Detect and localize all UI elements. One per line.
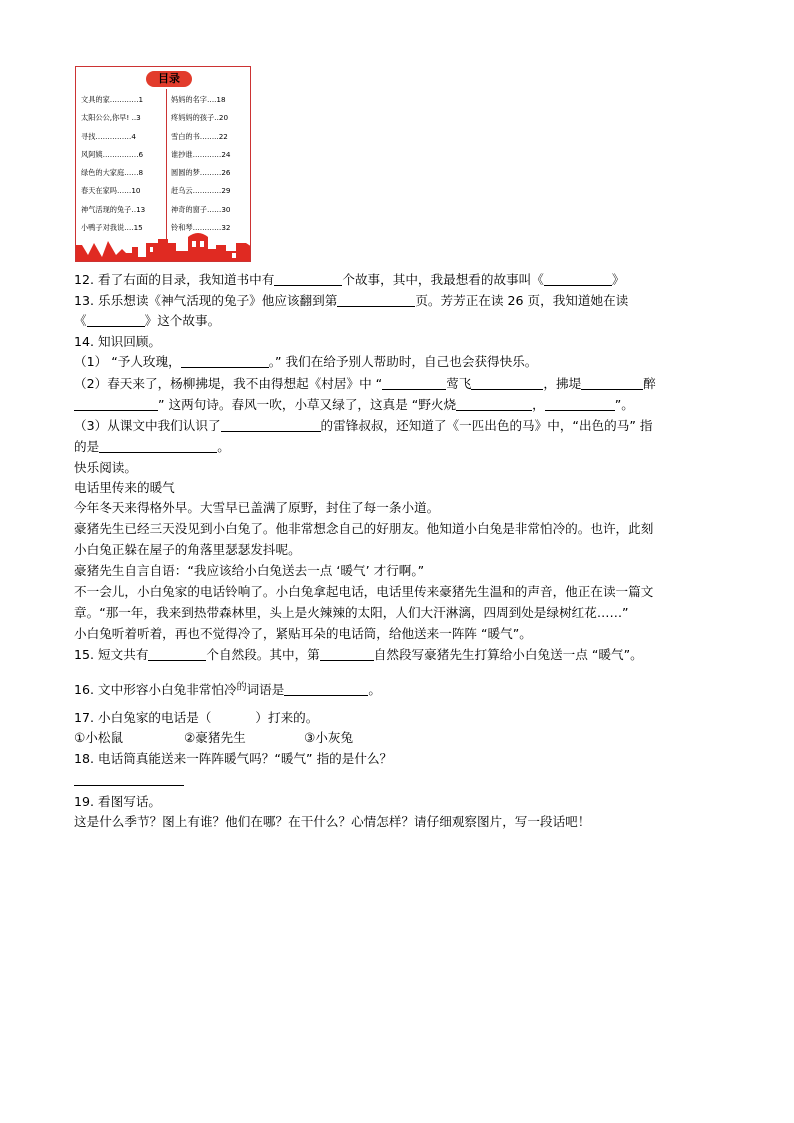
q14-blank-2a[interactable] bbox=[382, 376, 446, 390]
q14-blank-2f[interactable] bbox=[545, 397, 615, 411]
question-14-title: 14. 知识回顾。 bbox=[74, 334, 162, 349]
q17-text: 17. 小白兔家的电话是（ bbox=[74, 710, 212, 725]
toc-entry: 铃和琴…………32 bbox=[171, 223, 231, 233]
q14-blank-2b[interactable] bbox=[471, 376, 543, 390]
toc-entry: 神奇的窗子……30 bbox=[171, 204, 231, 214]
q14-text: 。” 我们在给予别人帮助时，自己也会获得快乐。 bbox=[268, 354, 538, 369]
q17-option-2[interactable]: ②豪猪先生 bbox=[184, 730, 246, 745]
question-12 bbox=[74, 270, 624, 289]
q14-text: （1） “予人玫瑰， bbox=[74, 354, 181, 369]
q14-text: （2）春天来了，杨柳拂堤，我不由得想起《村居》中 “ bbox=[74, 376, 383, 391]
q13-text: 》这个故事。 bbox=[144, 313, 221, 328]
reading-paragraph-3: 豪猪先生自言自语：“我应该给小白兔送去一点 ‘暖气’ 才行啊。” bbox=[74, 563, 425, 578]
q16-text: 16. 文中形容小白兔非常怕冷 bbox=[74, 682, 237, 697]
q14-text: 的雷锋叔叔，还知道了《一匹出色的马》中，“出色的马” 指 bbox=[320, 418, 653, 433]
question-13-cont bbox=[74, 311, 220, 330]
question-18: 18. 电话筒真能送来一阵阵暖气吗？“暖气” 指的是什么？ bbox=[74, 751, 393, 766]
toc-image bbox=[75, 66, 251, 262]
toc-entry: 神气活现的兔子‥13 bbox=[81, 204, 146, 214]
q14-blank-2c[interactable] bbox=[581, 376, 643, 390]
question-14-part-1 bbox=[74, 352, 537, 371]
q14-blank-2d[interactable] bbox=[74, 397, 158, 411]
toc-entry: 风阿姨……………6 bbox=[81, 149, 144, 159]
q14-blank-3b[interactable] bbox=[99, 439, 217, 453]
question-18-answer-line bbox=[74, 770, 184, 789]
q17-option-1[interactable]: ①小松鼠 bbox=[74, 730, 124, 745]
q15-blank-count[interactable] bbox=[148, 647, 206, 661]
q13-text: 《 bbox=[74, 313, 87, 328]
toc-divider bbox=[166, 89, 167, 239]
question-14-part-3-cont bbox=[74, 437, 230, 456]
toc-title: 目录 bbox=[146, 71, 192, 87]
toc-entry: 妈妈的名字….18 bbox=[171, 95, 226, 104]
q14-text: 醉 bbox=[643, 376, 656, 391]
q16-text: 。 bbox=[368, 682, 381, 697]
question-19-prompt: 这是什么季节？图上有谁？他们在哪？在干什么？心情怎样？请仔细观察图片，写一段话吧！ bbox=[74, 814, 591, 829]
q17-text: ）打来的。 bbox=[255, 710, 319, 725]
q15-blank-paragraph[interactable] bbox=[320, 647, 374, 661]
toc-entry: 寻找……………4 bbox=[81, 131, 136, 141]
q16-text: 的 bbox=[236, 682, 247, 693]
question-13 bbox=[74, 291, 628, 310]
question-15 bbox=[74, 645, 643, 664]
reading-paragraph-1: 今年冬天来得格外早。大雪早已盖满了原野，封住了每一条小道。 bbox=[74, 500, 440, 515]
toc-entry: 疼妈妈的孩子‥20 bbox=[171, 113, 229, 123]
q12-text: 个故事，其中，我最想看的故事叫《 bbox=[342, 272, 544, 287]
toc-entry: 绿色的大家庭……8 bbox=[81, 168, 144, 178]
toc-skyline-decoration bbox=[76, 231, 251, 261]
toc-entry: 小鸭子对我说….15 bbox=[81, 223, 143, 233]
q14-text: ” 这两句诗。春风一吹，小草又绿了，这真是 “野火烧 bbox=[158, 397, 457, 412]
q14-text: 莺飞 bbox=[446, 376, 472, 391]
toc-right-column bbox=[171, 91, 247, 237]
question-14-part-2-cont bbox=[74, 395, 634, 414]
q13-blank-story[interactable] bbox=[87, 313, 145, 327]
q13-text: 13. 乐乐想读《神气活现的兔子》他应该翻到第 bbox=[74, 293, 338, 308]
reading-paragraph-2: 豪猪先生已经三天没见到小白兔了。他非常想念自己的好朋友。他知道小白兔是非常怕冷的。也许，此刻 bbox=[74, 521, 654, 536]
question-19-title: 19. 看图写话。 bbox=[74, 794, 162, 809]
q12-text: 12. 看了右面的目录，我知道书中有 bbox=[74, 272, 275, 287]
q14-text: 。 bbox=[217, 439, 230, 454]
q12-blank-count[interactable] bbox=[274, 272, 342, 286]
question-16 bbox=[74, 678, 381, 699]
q17-option-3[interactable]: ③小灰兔 bbox=[304, 730, 354, 745]
question-14-part-2 bbox=[74, 374, 656, 393]
toc-entry: 太阳公公,你早! ..3 bbox=[81, 113, 141, 123]
q16-blank[interactable] bbox=[284, 682, 368, 696]
q14-blank-3a[interactable] bbox=[221, 418, 321, 432]
q14-blank-1[interactable] bbox=[181, 354, 269, 368]
reading-paragraph-4-cont: 章。“那一年，我来到热带森林里，头上是火辣辣的太阳，人们大汗淋漓，四周到处是绿树红花……” bbox=[74, 605, 629, 620]
toc-entry: 春天在家吗……10 bbox=[81, 186, 141, 196]
q18-blank[interactable] bbox=[74, 772, 184, 786]
q15-text: 15. 短文共有 bbox=[74, 647, 149, 662]
q13-blank-page[interactable] bbox=[337, 293, 415, 307]
q15-text: 自然段写豪猪先生打算给小白兔送一点 “暖气”。 bbox=[373, 647, 643, 662]
reading-paragraph-2-cont: 小白兔正躲在屋子的角落里瑟瑟发抖呢。 bbox=[74, 542, 301, 557]
q14-text: ，拂堤 bbox=[543, 376, 582, 391]
q14-text: 的是 bbox=[74, 439, 100, 454]
q14-text: ”。 bbox=[614, 397, 634, 412]
reading-paragraph-5: 小白兔听着听着，再也不觉得冷了，紧贴耳朵的电话筒，给他送来一阵阵 “暖气”。 bbox=[74, 626, 532, 641]
toc-left-column bbox=[81, 91, 161, 237]
toc-entry: 谁抄谁…………24 bbox=[171, 149, 231, 159]
question-17 bbox=[74, 708, 318, 727]
q12-text: 》 bbox=[611, 272, 625, 287]
q14-text: （3）从课文中我们认识了 bbox=[74, 418, 221, 433]
reading-paragraph-4: 不一会儿，小白兔家的电话铃响了。小白兔拿起电话，电话里传来豪猪先生温和的声音，他正在读一篇文 bbox=[74, 584, 654, 599]
q14-text: ， bbox=[532, 397, 545, 412]
q16-text: 词语是 bbox=[246, 682, 285, 697]
toc-entry: 雪白的书……..22 bbox=[171, 131, 228, 141]
toc-entry: 圆圆的梦………26 bbox=[171, 168, 231, 178]
toc-entry: 赶乌云…………29 bbox=[171, 186, 231, 196]
q14-blank-2e[interactable] bbox=[456, 397, 532, 411]
q12-blank-story[interactable] bbox=[544, 272, 612, 286]
q13-text: 页。芳芳正在读 26 页，我知道她在读 bbox=[415, 293, 629, 308]
toc-entry: 文具的家…………1 bbox=[81, 95, 144, 104]
reading-title: 电话里传来的暖气 bbox=[74, 480, 175, 495]
q15-text: 个自然段。其中，第 bbox=[206, 647, 320, 662]
question-14-part-3 bbox=[74, 416, 652, 435]
question-17-options bbox=[74, 728, 353, 747]
reading-heading: 快乐阅读。 bbox=[74, 460, 137, 475]
